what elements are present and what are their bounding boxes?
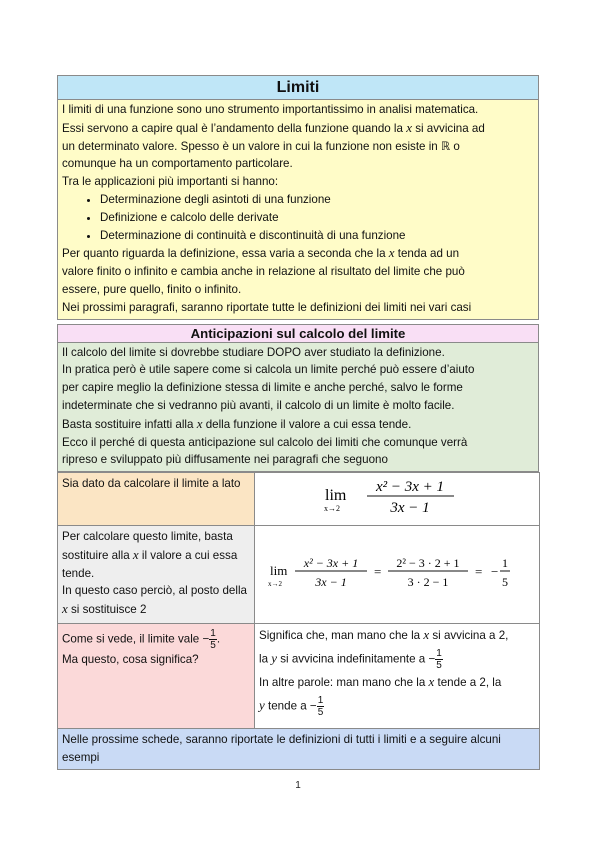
svg-text:=: = <box>475 563 483 579</box>
list-item: • Determinazione di continuità e discontinuità di una funzione <box>100 227 534 245</box>
bottom-note: Nelle prossime schede, saranno riportate le definizioni di tutti i limiti e a seguire alcuni esempi <box>58 728 540 769</box>
fraction: $\frac{1}{5}$ <box>436 647 442 671</box>
section-line: per capire meglio la definizione stessa di limite e anche perché, salvo le forme <box>62 381 463 395</box>
intro-line: comunque ha un comportamento particolare. <box>62 157 293 171</box>
section-line: Ecco il perché di questa anticipazione sul calcolo dei limiti che comunque verrà <box>62 435 468 449</box>
svg-text:lim: lim <box>270 562 288 578</box>
limit-calculation-cell <box>255 525 540 623</box>
section-intro-box <box>57 343 539 473</box>
page-number: 1 <box>295 780 301 791</box>
intro-line: valore finito o infinito e cambia anche in relazione al risultato del limite che può <box>62 265 465 279</box>
svg-text:=: = <box>374 563 382 579</box>
intro-line: Essi servono a capire qual è l’andamento della funzione quando la x si avvicina ad <box>62 119 485 135</box>
table-row <box>58 473 540 526</box>
intro-line: Tra le applicazioni più importanti si hanno: <box>62 175 279 189</box>
svg-text:−: − <box>491 563 499 579</box>
svg-text:2² − 3 · 2 + 1: 2² − 3 · 2 + 1 <box>396 555 460 570</box>
list-item: • Determinazione degli asintoti di una funzione <box>100 191 534 209</box>
svg-text:x→2: x→2 <box>324 504 340 514</box>
explanation-cell: Per calcolare questo limite, basta sostituire alla x il valore a cui essa tende. In questo caso perciò, al posto della x si sostituisce 2 <box>58 525 255 623</box>
table-row <box>58 525 540 623</box>
svg-text:1: 1 <box>502 555 508 570</box>
svg-text:x² − 3x + 1: x² − 3x + 1 <box>375 479 445 496</box>
svg-text:3x − 1: 3x − 1 <box>315 574 347 589</box>
section-title: Anticipazioni sul calcolo del limite <box>57 324 539 343</box>
intro-line: I limiti di una funzione sono uno strumento importantissimo in analisi matematica. <box>62 103 479 116</box>
section-line: indeterminate che si vedranno più avanti, il calcolo di un limite è molto facile. <box>62 398 455 412</box>
intro-box <box>57 100 539 320</box>
limit-calculation <box>262 550 532 594</box>
svg-text:x→2: x→2 <box>268 579 282 588</box>
table-row <box>58 623 540 728</box>
section-line: Il calcolo del limite si dovrebbe studiare DOPO aver studiato la definizione. <box>62 345 445 359</box>
svg-text:lim: lim <box>325 487 347 505</box>
svg-text:3 · 2 − 1: 3 · 2 − 1 <box>407 574 449 589</box>
intro-line: Nei prossimi paragrafi, saranno riportate tutte le definizioni dei limiti nei vari casi <box>62 300 472 314</box>
problem-cell: Sia dato da calcolare il limite a lato <box>58 473 255 526</box>
fraction: $\frac{1}{5}$ <box>317 694 324 718</box>
limit-formula <box>297 475 497 517</box>
list-item: • Definizione e calcolo delle derivate <box>100 209 534 227</box>
svg-text:x² − 3x + 1: x² − 3x + 1 <box>303 555 359 570</box>
section-line: In pratica però è utile sapere come si calcola un limite perché può essere d’aiuto <box>62 363 475 377</box>
limit-formula-cell <box>255 473 540 526</box>
applications-list <box>62 191 534 244</box>
page <box>57 75 539 770</box>
svg-text:5: 5 <box>502 574 508 589</box>
page-title: Limiti <box>57 75 539 100</box>
intro-line: essere, pure quello, finito o infinito. <box>62 282 242 296</box>
intro-line: Per quanto riguarda la definizione, essa varia a seconda che la x tenda ad un <box>62 245 460 261</box>
question-cell: Come si vede, il limite vale − $\frac{1}{5}$ . Ma questo, cosa significa? <box>58 623 255 728</box>
limit-table <box>57 472 540 769</box>
meaning-cell: Significa che, man mano che la x si avvicina a 2, la y si avvicina indefinitamente a − $\frac{1}{5}$ In altre parole: man mano che la x tende a 2, la y tende a − $\frac{1}{5}$ <box>255 623 540 728</box>
section-line: ripreso e sviluppato più diffusamente nei paragrafi che seguono <box>62 453 388 467</box>
fraction: $\frac{1}{5}$ <box>210 627 216 651</box>
section-line: Basta sostituire infatti alla x della funzione il valore a cui essa tende. <box>62 415 412 431</box>
svg-text:3x − 1: 3x − 1 <box>390 500 430 517</box>
table-row <box>58 728 540 769</box>
intro-line: un determinato valore. Spesso è un valore in cui la funzione non esiste in ℝ o <box>62 139 460 153</box>
